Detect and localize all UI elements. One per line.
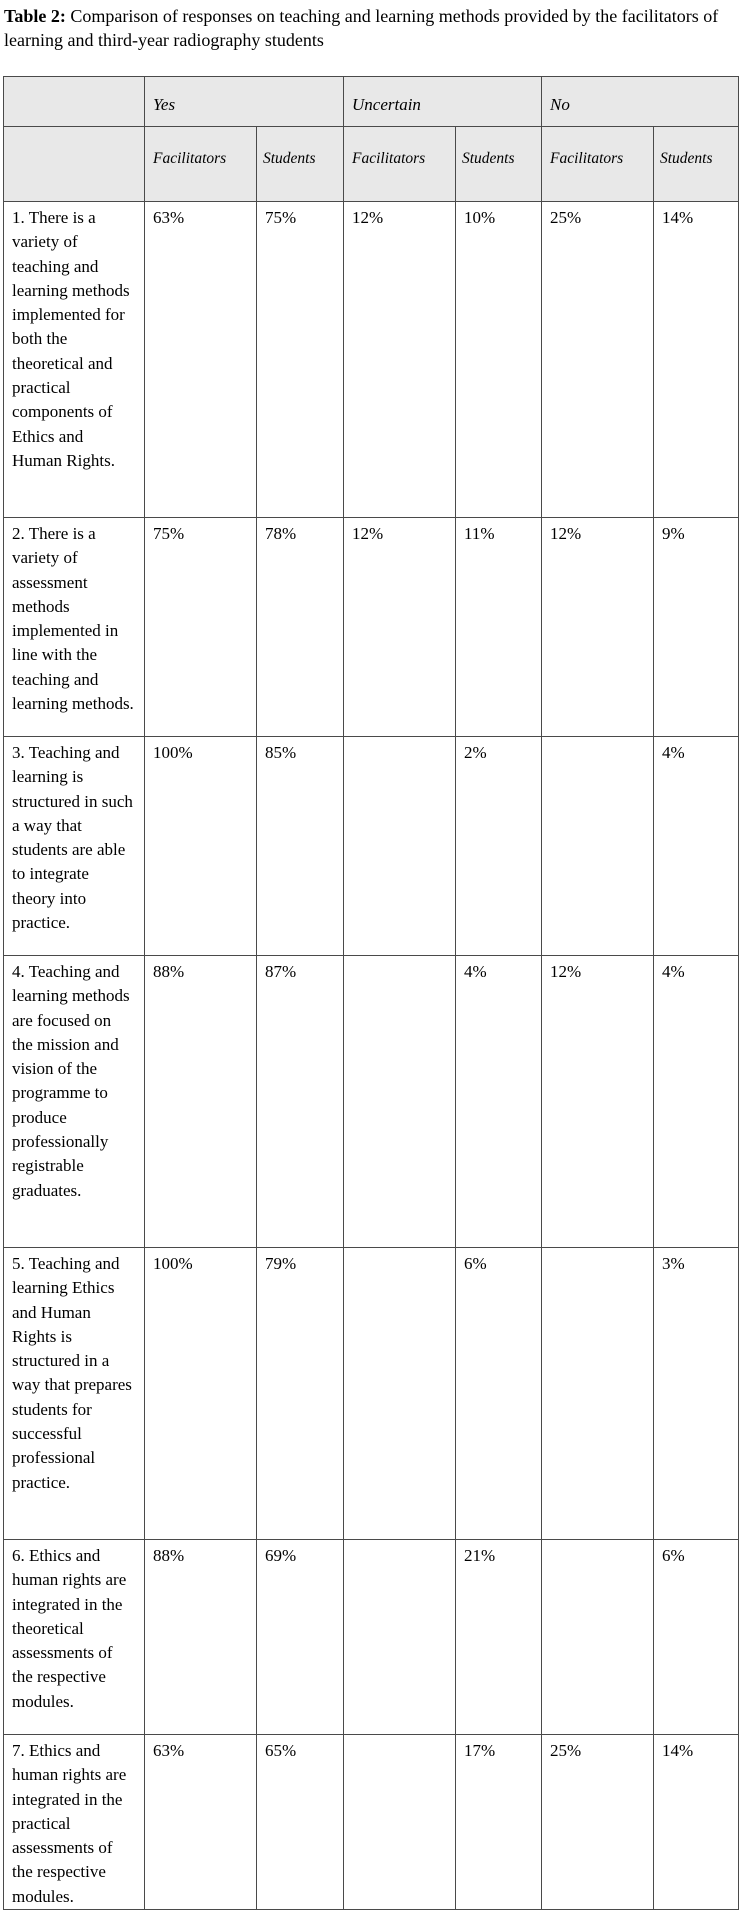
value-cell: 6%: [456, 1248, 542, 1540]
value-cell: 2%: [456, 737, 542, 956]
subheader-empty-cell: [4, 127, 145, 202]
value-cell: 69%: [257, 1540, 344, 1735]
subheader-cell: Facilitators: [542, 127, 654, 202]
value-cell: 17%: [456, 1735, 542, 1910]
value-cell: 11%: [456, 518, 542, 737]
value-cell: 14%: [654, 1735, 739, 1910]
responses-table: [3, 76, 739, 1910]
value-cell: 21%: [456, 1540, 542, 1735]
statement-cell: 5. Teaching and learning Ethics and Human Rights is structured in a way that prepares students for successful professional practice.: [4, 1248, 145, 1540]
statement-cell: 3. Teaching and learning is structured in such a way that students are able to integrate theory into practice.: [4, 737, 145, 956]
group-header-row: [4, 77, 739, 127]
subheader-cell: Students: [654, 127, 739, 202]
value-cell: 65%: [257, 1735, 344, 1910]
table-row: [4, 1735, 739, 1910]
value-cell: [542, 1248, 654, 1540]
statement-cell: 2. There is a variety of assessment methods implemented in line with the teaching and learning methods.: [4, 518, 145, 737]
value-cell: 14%: [654, 202, 739, 518]
table-row: [4, 1540, 739, 1735]
subheader-cell: Facilitators: [344, 127, 456, 202]
group-header-no: No: [542, 77, 739, 127]
subheader-row: [4, 127, 739, 202]
value-cell: 79%: [257, 1248, 344, 1540]
value-cell: 85%: [257, 737, 344, 956]
value-cell: 63%: [145, 1735, 257, 1910]
table-row: [4, 737, 739, 956]
value-cell: 10%: [456, 202, 542, 518]
value-cell: 12%: [542, 956, 654, 1248]
value-cell: 100%: [145, 737, 257, 956]
value-cell: 78%: [257, 518, 344, 737]
value-cell: 9%: [654, 518, 739, 737]
table-row: [4, 956, 739, 1248]
value-cell: 88%: [145, 1540, 257, 1735]
statement-cell: 7. Ethics and human rights are integrated in the practical assessments of the respective modules.: [4, 1735, 145, 1910]
value-cell: [542, 1540, 654, 1735]
value-cell: [344, 1248, 456, 1540]
table-caption: [4, 4, 739, 52]
value-cell: [344, 1540, 456, 1735]
table-row: [4, 1248, 739, 1540]
caption-text: Comparison of responses on teaching and learning methods provided by the facilitators of learning and third-year radiography students: [4, 6, 719, 50]
value-cell: 12%: [344, 202, 456, 518]
subheader-cell: Students: [257, 127, 344, 202]
group-header-yes: Yes: [145, 77, 344, 127]
value-cell: 25%: [542, 202, 654, 518]
value-cell: [344, 1735, 456, 1910]
value-cell: 12%: [542, 518, 654, 737]
value-cell: 63%: [145, 202, 257, 518]
header-empty-cell: [4, 77, 145, 127]
value-cell: [542, 737, 654, 956]
statement-cell: 1. There is a variety of teaching and learning methods implemented for both the theoretical and practical components of Ethics and Human Rights.: [4, 202, 145, 518]
table-row: [4, 202, 739, 518]
value-cell: 88%: [145, 956, 257, 1248]
subheader-cell: Facilitators: [145, 127, 257, 202]
value-cell: 100%: [145, 1248, 257, 1540]
caption-label: Table 2:: [4, 6, 66, 26]
statement-cell: 4. Teaching and learning methods are focused on the mission and vision of the programme to produce professionally registrable graduates.: [4, 956, 145, 1248]
subheader-cell: Students: [456, 127, 542, 202]
value-cell: 3%: [654, 1248, 739, 1540]
group-header-uncertain: Uncertain: [344, 77, 542, 127]
value-cell: 4%: [654, 956, 739, 1248]
table-row: [4, 518, 739, 737]
value-cell: 4%: [456, 956, 542, 1248]
value-cell: [344, 956, 456, 1248]
value-cell: 12%: [344, 518, 456, 737]
statement-cell: 6. Ethics and human rights are integrated in the theoretical assessments of the respective modules.: [4, 1540, 145, 1735]
value-cell: 75%: [145, 518, 257, 737]
value-cell: 75%: [257, 202, 344, 518]
value-cell: 25%: [542, 1735, 654, 1910]
value-cell: 87%: [257, 956, 344, 1248]
value-cell: [344, 737, 456, 956]
value-cell: 4%: [654, 737, 739, 956]
value-cell: 6%: [654, 1540, 739, 1735]
